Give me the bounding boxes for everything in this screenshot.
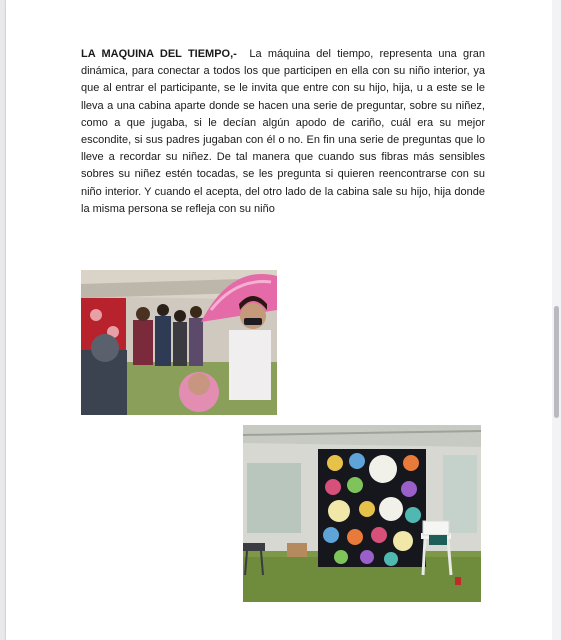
vertical-scrollbar[interactable] bbox=[552, 0, 561, 640]
paragraph-body: La máquina del tiempo, representa una gran dinámica, para conectar a todos los que participen en ella con su niño interior, ya que al entrar el participante, se le invita que entre con su hijo, hija, u a este se le lleva a una cabina aparte donde se hacen una serie de preguntar, sobre su niñez, como a que jugaba, si le decían algún apodo de cariño, cuál era su mejor escondite, si sus padres jugaban con él o no. En fin una serie de preguntas que lo lleve a recordar su niñez. De tal manera que cuando sus fibras más sensibles sobres su niñez estén tocadas, se les pregunta si quieren reencontrarse con su niño interior. Y cuando el acepta, del otro lado de la cabina sale su hijo, hija donde la misma persona se refleja con su niño bbox=[81, 48, 485, 215]
paragraph bbox=[81, 46, 485, 218]
scrollbar-thumb[interactable] bbox=[554, 306, 559, 418]
section-heading: LA MAQUINA DEL TIEMPO,- bbox=[81, 48, 237, 60]
photo-clock-quilt-booth bbox=[243, 425, 481, 602]
photo-event-tent-crowd bbox=[81, 270, 277, 415]
document-page bbox=[6, 0, 552, 640]
